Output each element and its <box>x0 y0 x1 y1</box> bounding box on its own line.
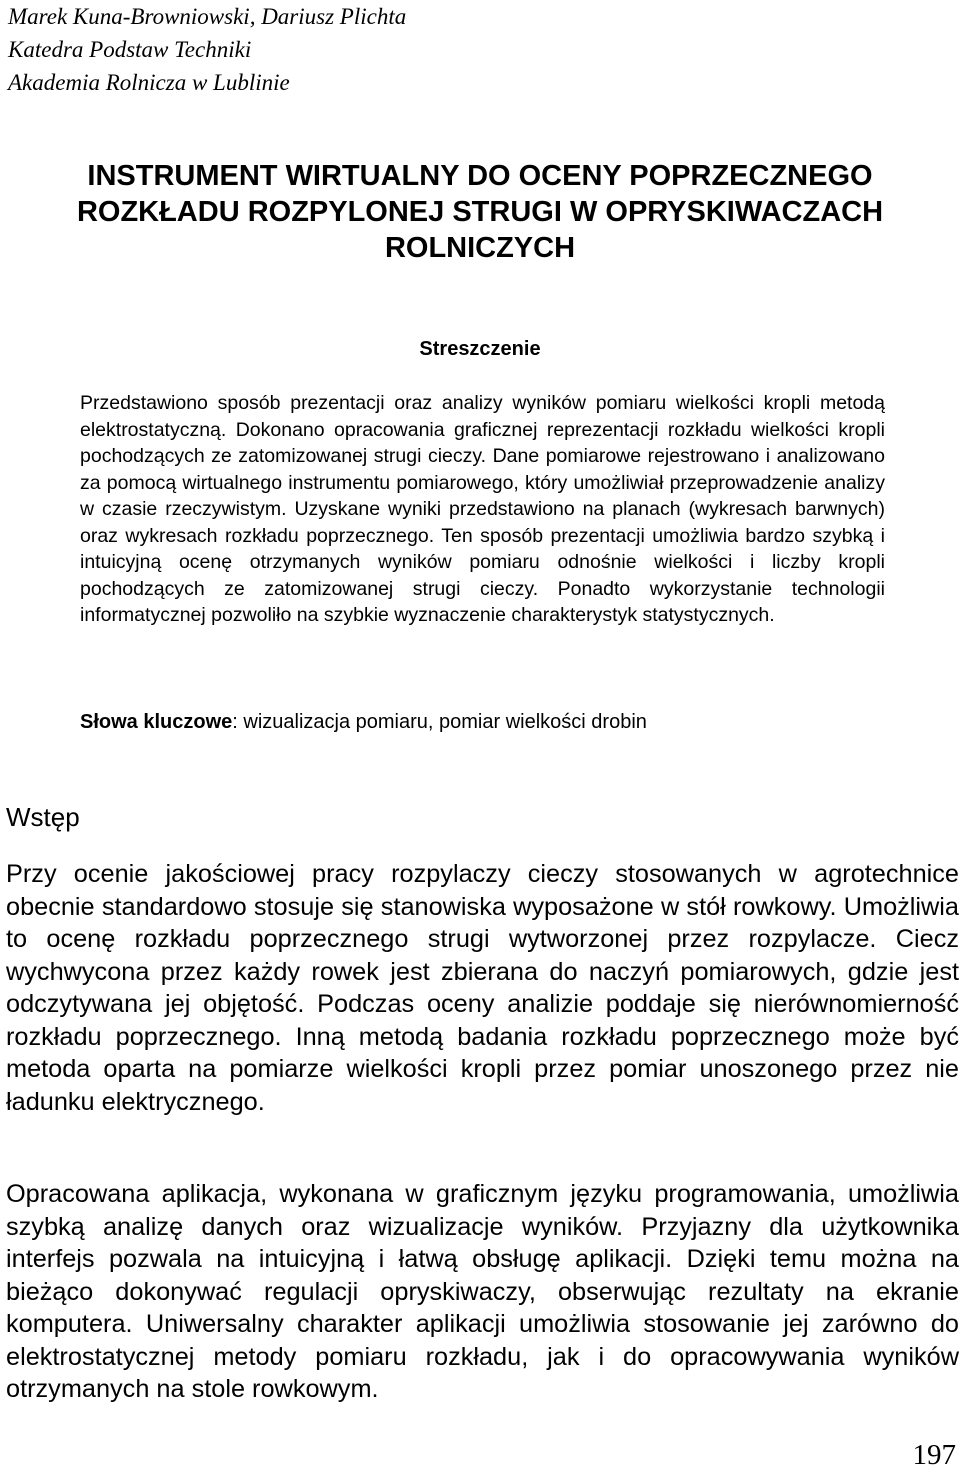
title-line-3: ROLNICZYCH <box>384 232 576 264</box>
institution-line: Akademia Rolnicza w Lublinie <box>8 70 290 95</box>
body-paragraph-2: Opracowana aplikacja, wykonana w graficznym języku programowania, umożliwia szybką analizę danych oraz wizualizacje wyników. Przyjazny dla użytkownika interfejs pozwala na intuicyjną i łatwą obsługę aplikacji. Dzięki temu można na bieżąco dokonywać regulacji opryskiwaczy, obserwując rezultaty na ekranie komputera. Uniwersalny charakter aplikacji umożliwia stosowanie jej zarówno do elektrostatycznej metody pomiaru rozkładu, jak i do opracowywania wyników otrzymanych na stole rowkowym. <box>6 1180 959 1403</box>
keywords <box>80 708 885 736</box>
section-heading: Wstęp <box>6 802 80 832</box>
keywords-text: wizualizacja pomiaru, pomiar wielkości drobin <box>237 711 647 733</box>
keywords-separator: : <box>232 711 238 733</box>
authors-line: Marek Kuna-Browniowski, Dariusz Plichta <box>8 4 407 29</box>
abstract-text: Przedstawiono sposób prezentacji oraz analizy wyników pomiaru wielkości kropli metodą elektrostatyczną. Dokonano opracowania graficznej reprezentacji rozkładu wielkości kropli pochodzących ze zatomizowanej strugi cieczy. Dane pomiarowe rejestrowano i analizowano za pomocą wirtualnego instrumentu pomiarowego, który umożliwiał przeprowadzenie analizy w czasie rzeczywistym. Uzyskane wyniki przedstawiono na planach (wykresach barwnych) oraz wykresach rozkładu poprzecznego. Ten sposób prezentacji umożliwia bardzo szybką i intuicyjną ocenę otrzymanych wyników pomiaru odnośnie wielkości i liczby kropli pochodzących ze zatomizowanej strugi cieczy. Ponadto wykorzystanie technologii informatycznej pozwoliło na szybkie wyznaczenie charakterystyk statystycznych. <box>80 392 885 626</box>
department-line: Katedra Podstaw Techniki <box>8 37 252 62</box>
paper-title <box>40 158 920 266</box>
author-affiliation <box>8 0 406 99</box>
title-line-2: ROZKŁADU ROZPYLONEJ STRUGI W OPRYSKIWACZACH <box>76 196 884 228</box>
page-number: 197 <box>912 1439 956 1471</box>
abstract-heading: Streszczenie <box>419 338 541 360</box>
body-paragraph-1: Przy ocenie jakościowej pracy rozpylaczy cieczy stosowanych w agrotechnice obecnie standardowo stosuje się stanowiska wyposażone w stół rowkowy. Umożliwia to ocenę rozkładu poprzecznego strugi wytworzonej przez rozpylacze. Ciecz wychwycona przez każdy rowek jest zbierana do naczyń pomiarowych, gdzie jest odczytywana jej objętość. Podczas oceny analizie poddaje się nierównomierność rozkładu poprzecznego. Inną metodą badania rozkładu poprzecznego może być metoda oparta na pomiarze wielkości kropli przez pomiar unoszonego przez nie ładunku elektrycznego. <box>6 860 959 1116</box>
title-line-1: INSTRUMENT WIRTUALNY DO OCENY POPRZECZNEGO <box>87 160 873 192</box>
keywords-label: Słowa kluczowe <box>80 711 233 733</box>
